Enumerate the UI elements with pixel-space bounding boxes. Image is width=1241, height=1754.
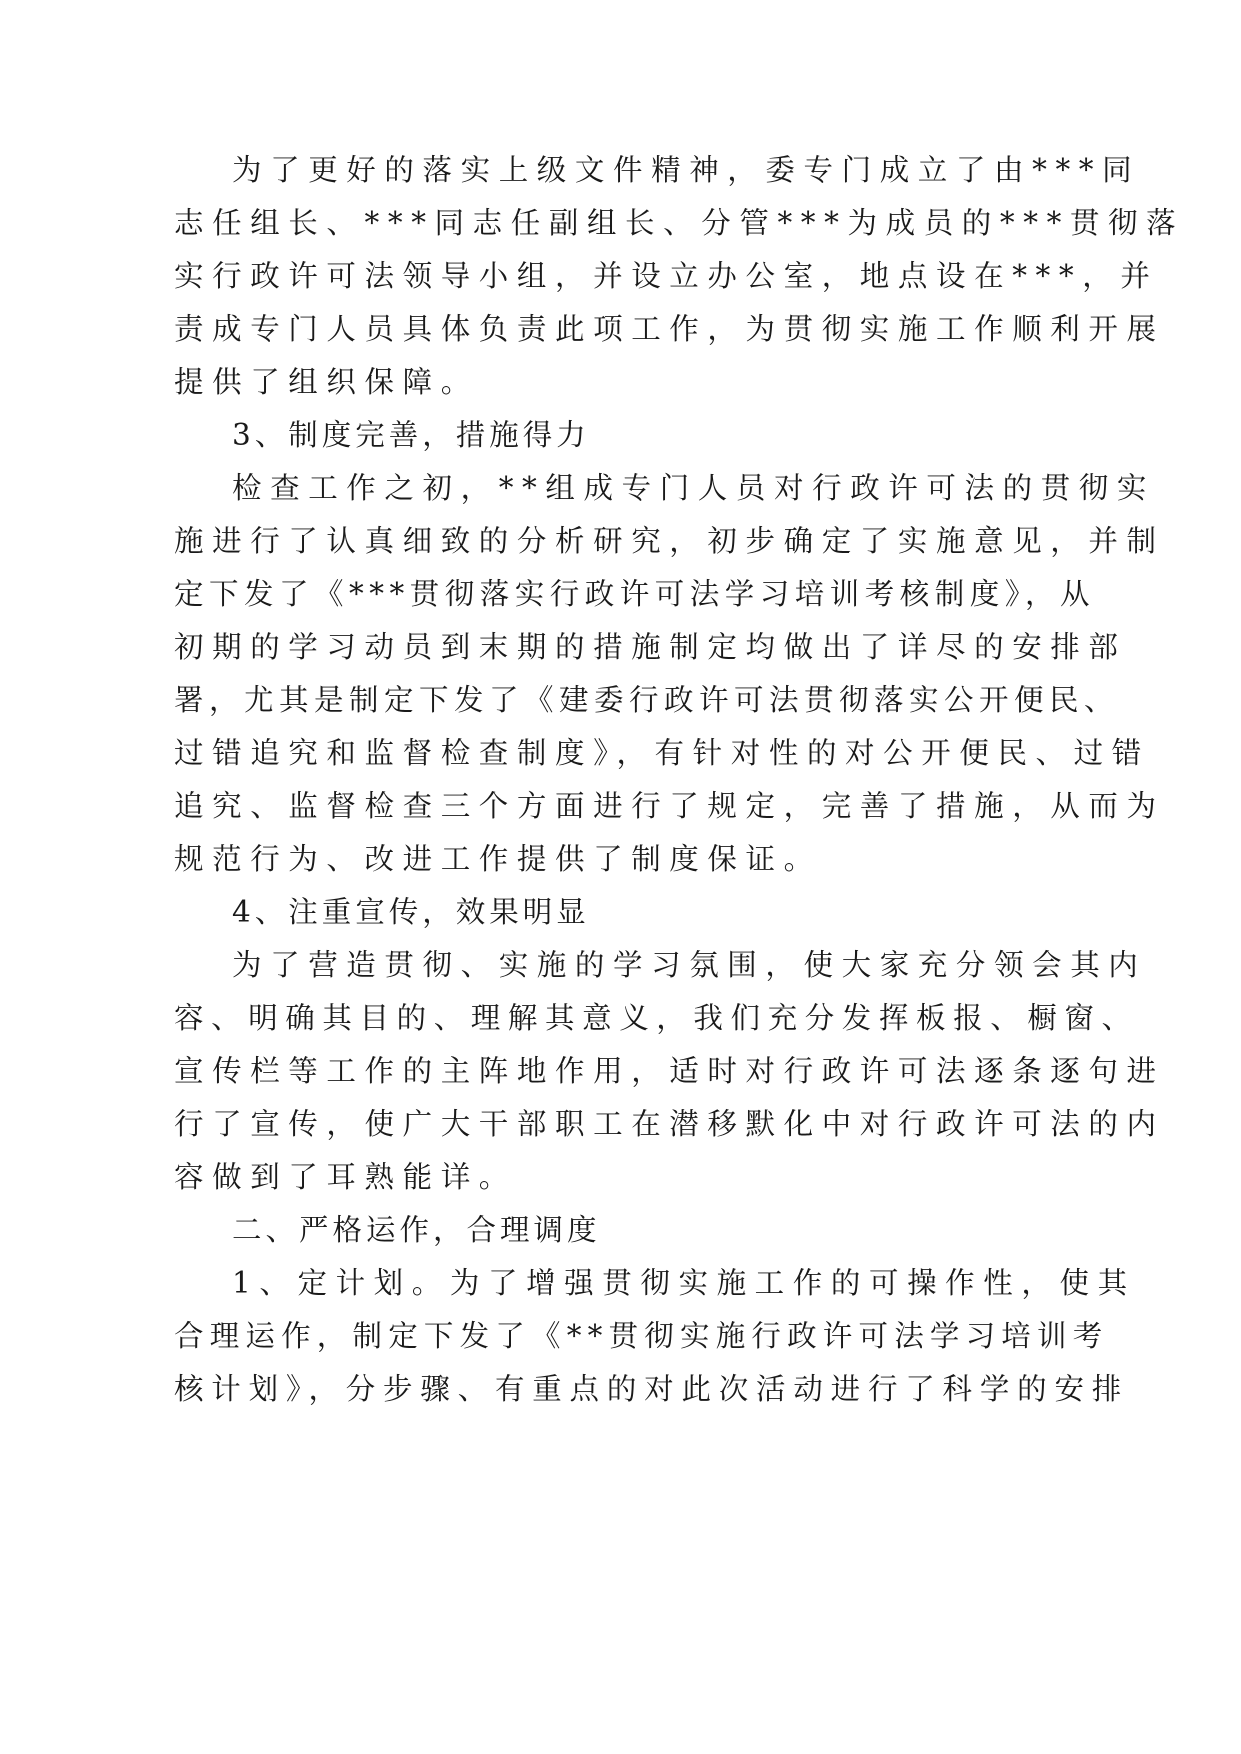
paragraph-line: 1、定计划。为了增强贯彻实施工作的可操作性，使其 (232, 1266, 1136, 1300)
section-heading: 4、注重宣传，效果明显 (232, 895, 590, 929)
paragraph-line: 初期的学习动员到末期的措施制定均做出了详尽的安排部 (174, 630, 1127, 664)
paragraph-line: 核计划》，分步骤、有重点的对此次活动进行了科学的安排 (174, 1372, 1130, 1406)
paragraph-line: 为了更好的落实上级文件精神，委专门成立了由***同 (232, 153, 1141, 187)
paragraph-line: 容、明确其目的、理解其意义，我们充分发挥板报、橱窗、 (174, 1001, 1139, 1035)
paragraph-line: 提供了组织保障。 (174, 365, 479, 399)
paragraph-line: 责成专门人员具体负责此项工作，为贯彻实施工作顺利开展 (174, 312, 1165, 346)
paragraph-line: 过错追究和监督检查制度》，有针对性的对公开便民、过错 (174, 736, 1150, 770)
paragraph-line: 定下发了《***贯彻落实行政许可法学习培训考核制度》，从 (174, 577, 1096, 611)
paragraph-line: 志任组长、***同志任副组长、分管***为成员的***贯彻落 (174, 206, 1185, 240)
paragraph-line: 行了宣传，使广大干部职工在潜移默化中对行政许可法的内 (174, 1107, 1165, 1141)
paragraph-line: 宣传栏等工作的主阵地作用，适时对行政许可法逐条逐句进 (174, 1054, 1165, 1088)
section-heading: 二、严格运作，合理调度 (232, 1213, 601, 1247)
paragraph-line: 容做到了耳熟能详。 (174, 1160, 517, 1194)
paragraph-line: 合理运作，制定下发了《**贯彻实施行政许可法学习培训考 (174, 1319, 1109, 1353)
paragraph-line: 为了营造贯彻、实施的学习氛围，使大家充分领会其内 (232, 948, 1147, 982)
paragraph-line: 追究、监督检查三个方面进行了规定，完善了措施，从而为 (174, 789, 1165, 823)
paragraph-line: 施进行了认真细致的分析研究，初步确定了实施意见，并制 (174, 524, 1165, 558)
paragraph-line: 实行政许可法领导小组，并设立办公室，地点设在***，并 (174, 259, 1159, 293)
paragraph-line: 规范行为、改进工作提供了制度保证。 (174, 842, 822, 876)
section-heading: 3、制度完善，措施得力 (232, 418, 590, 452)
paragraph-line: 署，尤其是制定下发了《建委行政许可法贯彻落实公开便民、 (174, 683, 1120, 717)
paragraph-line: 检查工作之初，**组成专门人员对行政许可法的贯彻实 (232, 471, 1156, 505)
